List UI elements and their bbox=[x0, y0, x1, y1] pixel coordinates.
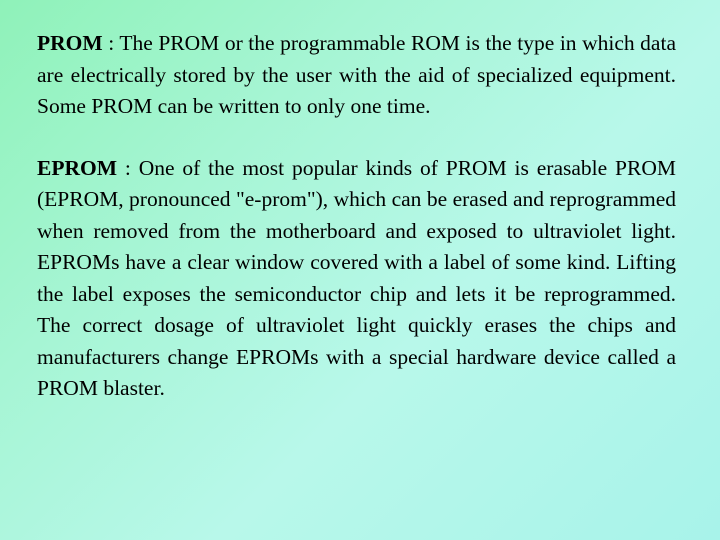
prom-separator: : bbox=[102, 31, 120, 55]
eprom-term: EPROM bbox=[37, 155, 118, 180]
prom-description: The PROM or the programmable ROM is the type in which data are electrically stored by the user with the aid of specialized equipment. Some PROM can be written to only one time. bbox=[37, 31, 676, 118]
slide-content bbox=[37, 28, 676, 405]
prom-term: PROM bbox=[37, 31, 103, 55]
prom-paragraph bbox=[37, 28, 676, 123]
eprom-paragraph bbox=[37, 153, 676, 405]
eprom-description: One of the most popular kinds of PROM is erasable PROM (EPROM, pronounced "e-prom"), which can be erased and reprogrammed when removed from the motherboard and exposed to ultraviolet light. EPROMs have a clear window covered with a label of some kind. Lifting the label exposes the semiconductor chip and lets it be reprogrammed. The correct dosage of ultraviolet light quickly erases the chips and manufacturers change EPROMs with a special hardware device called a PROM blaster. bbox=[37, 155, 676, 400]
eprom-separator: : bbox=[117, 155, 139, 180]
